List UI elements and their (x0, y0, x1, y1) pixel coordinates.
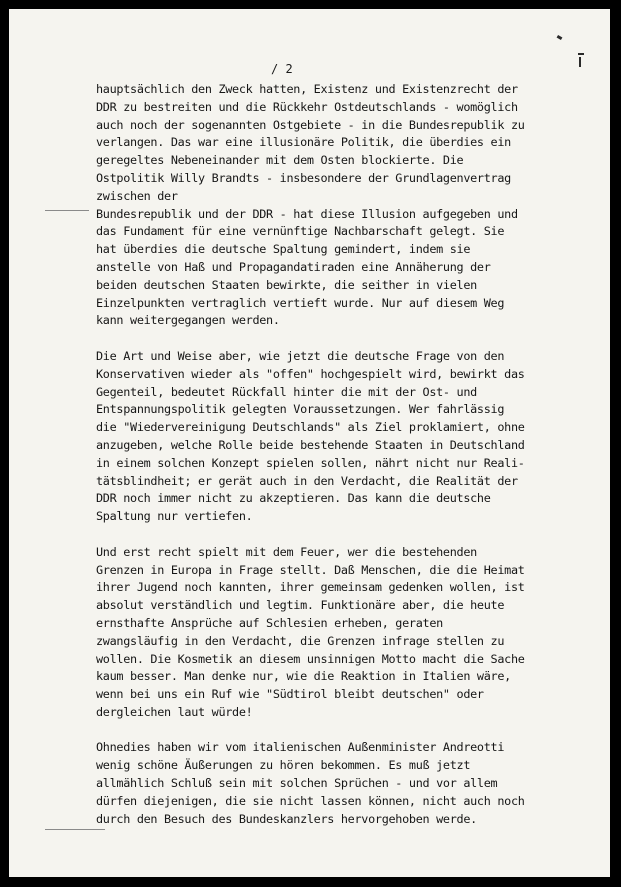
text-line: allmählich Schluß sein mit solchen Sprüchen - und vor allem (96, 776, 498, 791)
page-number: / 2 (271, 62, 293, 76)
scan-artifact-line (45, 210, 89, 211)
scan-speck (578, 53, 584, 55)
text-line: Gegenteil, bedeutet Rückfall hinter die mit der Ost- und (96, 384, 477, 399)
paragraph (96, 348, 606, 526)
text-line: Entspannungspolitik gelegten Voraussetzungen. Wer fahrlässig (96, 402, 505, 417)
text-line: kann weitergegangen werden. (96, 313, 280, 328)
text-line: die "Wiedervereinigung Deutschlands" als Ziel proklamiert, ohne (96, 420, 525, 435)
text-line: absolut verständlich und legtim. Funktionäre aber, die heute (96, 598, 505, 613)
text-line: zwangsläufig in den Verdacht, die Grenzen infrage stellen zu (96, 633, 505, 648)
text-line: Bundesrepublik und der DDR - hat diese Illusion aufgegeben und (96, 206, 518, 221)
text-line: ihrer Jugend noch kannten, ihrer gemeinsam gedenken wollen, ist (96, 580, 525, 595)
text-line: wenig schöne Äußerungen zu hören bekommen. Es muß jetzt (96, 758, 471, 773)
text-line: anzugeben, welche Rolle beide bestehende Staaten in Deutschland (96, 437, 525, 452)
text-line: geregeltes Nebeneinander mit dem Osten blockierte. Die (96, 153, 464, 168)
text-line: Grenzen in Europa in Frage stellt. Daß Menschen, die die Heimat (96, 562, 525, 577)
scan-speck (579, 57, 581, 67)
text-line: Konservativen wieder als "offen" hochgespielt wird, bewirkt das (96, 366, 525, 381)
text-line: dürfen diejenigen, die sie nicht lassen können, nicht auch noch (96, 793, 525, 808)
text-line: anstelle von Haß und Propagandatiraden eine Annäherung der (96, 259, 491, 274)
document-page (9, 9, 610, 877)
text-line: Ohnedies haben wir vom italienischen Außenminister Andreotti (96, 740, 505, 755)
text-line: dergleichen laut würde! (96, 704, 253, 719)
text-line: Einzelpunkten vertraglich vertieft wurde. Nur auf diesem Weg (96, 295, 505, 310)
text-line: Ostpolitik Willy Brandts - insbesondere der Grundlagenvertrag (96, 170, 511, 185)
text-line: DDR noch immer nicht zu akzeptieren. Das kann die deutsche (96, 491, 491, 506)
text-line: kaum besser. Man denke nur, wie die Reaktion in Italien wäre, (96, 669, 511, 684)
text-line: Die Art und Weise aber, wie jetzt die deutsche Frage von den (96, 348, 505, 363)
text-line: das Fundament für eine vernünftige Nachbarschaft gelegt. Sie (96, 224, 505, 239)
text-line: tätsblindheit; er gerät auch in den Verdacht, die Realität der (96, 473, 518, 488)
text-line: verlangen. Das war eine illusionäre Politik, die überdies ein (96, 135, 511, 150)
text-line: auch noch der sogenannten Ostgebiete - in die Bundesrepublik zu (96, 117, 525, 132)
text-line: in einem solchen Konzept spielen sollen, nährt nicht nur Reali- (96, 455, 525, 470)
body-text (96, 81, 606, 846)
paragraph (96, 81, 606, 330)
paragraph (96, 739, 606, 828)
scan-speck (557, 35, 563, 40)
text-line: beiden deutschen Staaten bewirkte, die seither in vielen (96, 277, 477, 292)
text-line: Spaltung nur vertiefen. (96, 509, 253, 524)
text-line: hat überdies die deutsche Spaltung gemindert, indem sie (96, 242, 471, 257)
text-line: Und erst recht spielt mit dem Feuer, wer die bestehenden (96, 544, 477, 559)
text-line: DDR zu bestreiten und die Rückkehr Ostdeutschlands - womöglich (96, 99, 518, 114)
text-line: hauptsächlich den Zweck hatten, Existenz und Existenzrecht der (96, 82, 518, 96)
text-line: durch den Besuch des Bundeskanzlers hervorgehoben werde. (96, 811, 477, 826)
text-line: ernsthafte Ansprüche auf Schlesien erheben, geraten (96, 615, 443, 630)
paragraph (96, 544, 606, 722)
text-line: wenn bei uns ein Ruf wie "Südtirol bleibt deutschen" oder (96, 687, 484, 702)
text-line: zwischen der (96, 188, 178, 203)
text-line: wollen. Die Kosmetik an diesem unsinnigen Motto macht die Sache (96, 651, 525, 666)
